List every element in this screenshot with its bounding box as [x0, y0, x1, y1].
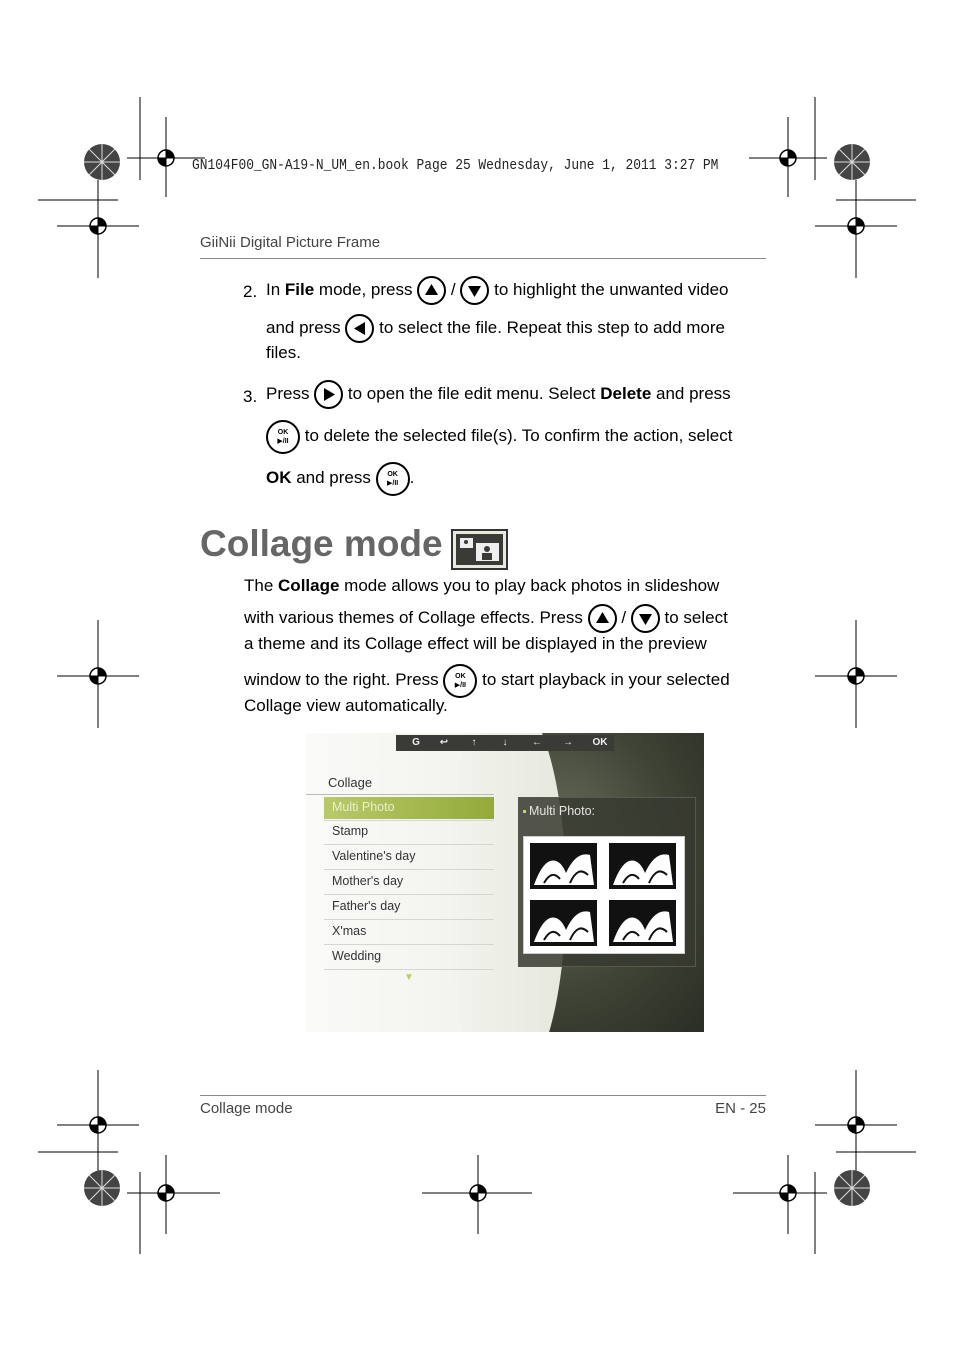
device-toolbar	[396, 735, 614, 751]
section-title: Collage mode	[200, 523, 443, 564]
menu-divider	[324, 869, 494, 870]
step-3-number: 3.	[243, 387, 258, 406]
toolbar-ok-icon: OK	[592, 737, 608, 748]
right-button-icon	[314, 380, 343, 409]
step-2-line-1: In File mode, press / to highlight the unwanted video	[266, 274, 729, 306]
toolbar-down-icon: ↓	[502, 737, 508, 748]
intro-line-3: a theme and its Collage effect will be displayed in the preview	[244, 634, 707, 653]
photo-placeholder-icon	[527, 897, 600, 949]
toolbar-right-icon: →	[563, 737, 573, 748]
ok-play-button-icon: OK ▶/II	[443, 664, 477, 698]
menu-divider	[324, 944, 494, 945]
step-2-line-2: and press to select the file. Repeat this step to add more	[266, 312, 725, 344]
header-rule	[200, 258, 766, 259]
intro-line-4: window to the right. Press OK ▶/II to start playback in your selected	[244, 662, 730, 698]
up-button-icon	[588, 604, 617, 633]
step-2-number: 2.	[243, 282, 258, 301]
preview-title: Multi Photo:	[523, 804, 595, 818]
ok-play-button-icon: OK ▶/II	[266, 420, 300, 454]
menu-heading: Collage	[328, 775, 373, 790]
step-3-line-3: OK and press OK ▶/II .	[266, 460, 414, 496]
intro-line-5: Collage view automatically.	[244, 696, 448, 715]
menu-item-valentines-day[interactable]: Valentine's day	[332, 849, 416, 863]
page-number: EN - 25	[715, 1100, 766, 1117]
menu-divider	[324, 894, 494, 895]
menu-divider	[324, 844, 494, 845]
preview-panel	[518, 797, 696, 967]
ok-play-button-icon: OK ▶/II	[376, 462, 410, 496]
menu-item-stamp[interactable]: Stamp	[332, 824, 369, 838]
menu-item-multi-photo[interactable]: Multi Photo	[332, 800, 395, 814]
menu-heading-rule	[306, 794, 494, 795]
step-3-line-1: Press to open the file edit menu. Select Delete and press	[266, 378, 731, 410]
menu-item-mothers-day[interactable]: Mother's day	[332, 874, 404, 888]
photo-placeholder-icon	[606, 840, 679, 892]
collage-screenshot	[306, 733, 704, 1032]
collage-preview-grid	[523, 836, 685, 954]
step-3-line-2: OK ▶/II to delete the selected file(s). To confirm the action, select	[266, 418, 732, 454]
menu-divider	[324, 969, 494, 970]
toolbar-left-icon: ←	[532, 737, 542, 748]
collage-mode-icon	[451, 529, 508, 570]
toolbar-back-icon: ↩	[439, 737, 449, 748]
step-2-line-3: files.	[266, 343, 301, 362]
photo-placeholder-icon	[527, 840, 600, 892]
menu-divider	[324, 820, 494, 821]
left-button-icon	[345, 314, 374, 343]
menu-item-fathers-day[interactable]: Father's day	[332, 899, 401, 913]
toolbar-g-icon: G	[412, 737, 420, 748]
down-button-icon	[460, 276, 489, 305]
down-button-icon	[631, 604, 660, 633]
scroll-down-icon[interactable]: ▼	[404, 972, 414, 983]
intro-line-1: The Collage mode allows you to play back photos in slideshow	[244, 576, 720, 595]
footer-rule	[200, 1095, 766, 1096]
book-slug: GN104F00_GN-A19-N_UM_en.book Page 25 Wednesday, June 1, 2011 3:27 PM	[192, 157, 719, 174]
menu-item-xmas[interactable]: X'mas	[332, 924, 367, 938]
footer-section-name: Collage mode	[200, 1100, 293, 1117]
menu-divider	[324, 919, 494, 920]
up-button-icon	[417, 276, 446, 305]
menu-item-wedding[interactable]: Wedding	[332, 949, 382, 963]
toolbar-up-icon: ↑	[471, 737, 477, 748]
intro-line-2: with various themes of Collage effects. Press / to select	[244, 602, 728, 634]
running-header: GiiNii Digital Picture Frame	[200, 234, 381, 251]
photo-placeholder-icon	[606, 897, 679, 949]
